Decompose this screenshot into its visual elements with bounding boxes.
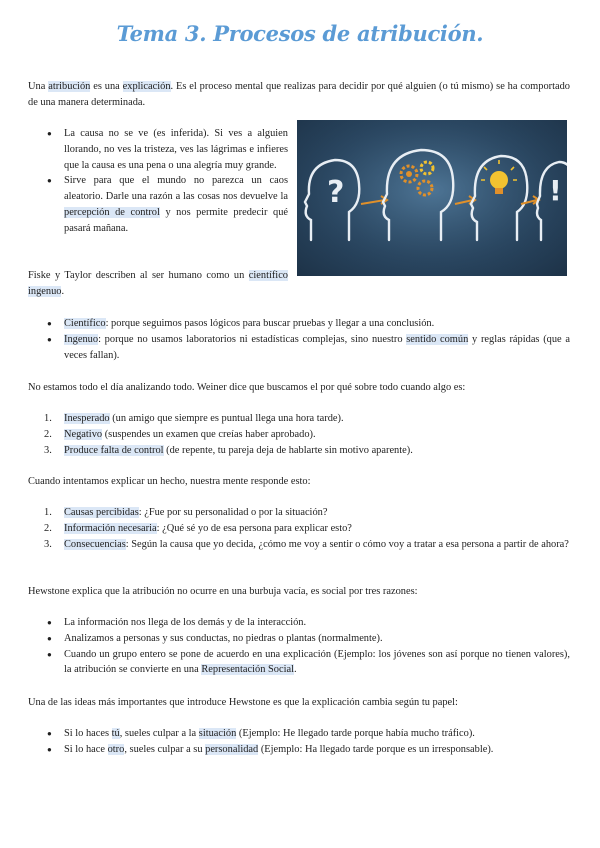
list-item: ● Ingenuo: porque no usamos laboratorios ni estadísticas complejas, sino nuestro sentido común y reglas rápidas (que a veces fallan).: [47, 333, 570, 361]
weiner-numbered-list: [28, 411, 570, 458]
highlight-situacion: situación: [198, 728, 237, 739]
highlight-sentido-comun: sentido común: [406, 333, 469, 345]
list-item: ● Analizamos a personas y sus conductas, no piedras o plantas (normalmente).: [28, 631, 570, 647]
list-item: 3. Produce falta de control (de repente, tu pareja deja de hablarte sin motivo aparente).: [44, 444, 413, 456]
highlight-tu: tú: [111, 728, 120, 739]
highlight-personalidad: personalidad: [205, 743, 259, 755]
list-item: ● Cuando un grupo entero se pone de acuerdo en una explicación (Ejemplo: los jóvenes son así porque no tienen valores), la atribución se convierte en una Representación Social.: [47, 648, 570, 676]
bullet-icon: ●: [47, 633, 52, 643]
highlight-consecuencias: Consecuencias: [64, 538, 126, 550]
list-item: ● Si lo hace otro, sueles culpar a su personalidad (Ejemplo: Ha llegado tarde porque es un irresponsable).: [28, 742, 570, 758]
bullet-icon: ●: [47, 334, 52, 344]
highlight-cientifico-ingenuo: científico ingenuo: [28, 270, 288, 297]
fiske-bullet-list: [28, 316, 570, 363]
list-item: ● Si lo haces tú, sueles culpar a la situación (Ejemplo: He llegado tarde porque había mucho tráfico).: [28, 726, 570, 742]
highlight-atribucion: atribución: [48, 81, 91, 92]
list-item: 3. Consecuencias: Según la causa que yo decida, ¿cómo me voy a sentir o cómo voy a tratar a esa persona a partir de ahora?: [44, 538, 569, 550]
list-item: 1. Inesperado (un amigo que siempre es puntual llega una hora tarde).: [44, 413, 344, 424]
highlight-explicacion: explicación: [122, 81, 171, 92]
attribution-process-image: [297, 120, 567, 276]
hewstone-paragraph: Hewstone explica que la atribución no ocurre en una burbuja vacía, es social por tres razones:: [28, 586, 418, 597]
list-item: ● La información nos llega de los demás y de la interacción.: [28, 615, 570, 631]
highlight-representacion-social: Representación Social: [201, 664, 294, 676]
highlight-causas-percibidas: Causas percibidas: [64, 507, 139, 518]
highlight-otro: otro: [107, 743, 125, 755]
intro-text-2: es una: [90, 81, 123, 92]
list-item: ● Científico: porque seguimos pasos lógicos para buscar pruebas y llegar a una conclusión.: [28, 316, 570, 332]
explicar-paragraph: Cuando intentamos explicar un hecho, nuestra mente responde esto:: [28, 476, 311, 487]
bullet-icon: ●: [47, 129, 52, 138]
highlight-falta-control: Produce falta de control: [64, 444, 164, 456]
bullet-icon: ●: [47, 729, 52, 738]
highlight-percepcion-control: percepción de control: [64, 206, 160, 218]
highlight-ingenuo: Ingenuo: [64, 333, 99, 345]
bullet-icon: ●: [47, 744, 52, 754]
highlight-informacion-necesaria: Información necesaria: [64, 522, 157, 534]
highlight-negativo: Negativo: [64, 428, 103, 440]
svg-text:!: !: [549, 174, 562, 207]
papel-paragraph: Una de las ideas más importantes que introduce Hewstone es que la explicación cambia según tu papel:: [28, 697, 458, 708]
highlight-inesperado: Inesperado: [64, 413, 110, 424]
list-item: 2. Negativo (suspendes un examen que creías haber aprobado).: [44, 428, 316, 440]
hewstone-bullet-list: [28, 615, 570, 678]
cause-bullet-list: [28, 126, 288, 237]
page-title: Tema 3. Procesos de atribución.: [116, 21, 484, 46]
highlight-cientifico: Científico: [64, 318, 106, 329]
bullet-icon: ●: [47, 319, 52, 328]
svg-text:?: ?: [327, 175, 345, 210]
bullet-icon: ●: [47, 176, 52, 186]
list-item: ● Sirve para que el mundo no parezca un caos aleatorio. Darle una razón a las cosas nos devuelve la percepción de control y nos permite predecir qué pasará mañana.: [47, 175, 289, 234]
weiner-paragraph: No estamos todo el día analizando todo. Weiner dice que buscamos el por qué sobre todo cuando algo es:: [28, 382, 466, 393]
list-item: ● La causa no se ve (es inferida). Si ves a alguien llorando, no ves la tristeza, ves las lágrimas e infieres que la causa es una pena o una alegría muy grande.: [47, 128, 288, 171]
attribution-figure-svg: [297, 120, 567, 276]
bullet-icon: ●: [47, 618, 52, 627]
intro-paragraph: [28, 79, 570, 111]
list-item: 1. Causas percibidas: ¿Fue por su personalidad o por la situación?: [44, 507, 328, 518]
intro-text-1: Una: [28, 81, 49, 92]
fiske-paragraph: Fiske y Taylor describen al ser humano como un científico ingenuo.: [28, 270, 288, 297]
intro-text-3: . Es el proceso mental que realizas para decidir por qué alguien (o tú mismo) se ha comportado de una manera determinada.: [28, 81, 570, 108]
bullet-icon: ●: [47, 649, 52, 659]
papel-bullet-list: [28, 726, 570, 758]
explicar-numbered-list: [28, 505, 570, 552]
list-item: 2. Información necesaria: ¿Qué sé yo de esa persona para explicar esto?: [44, 522, 352, 534]
